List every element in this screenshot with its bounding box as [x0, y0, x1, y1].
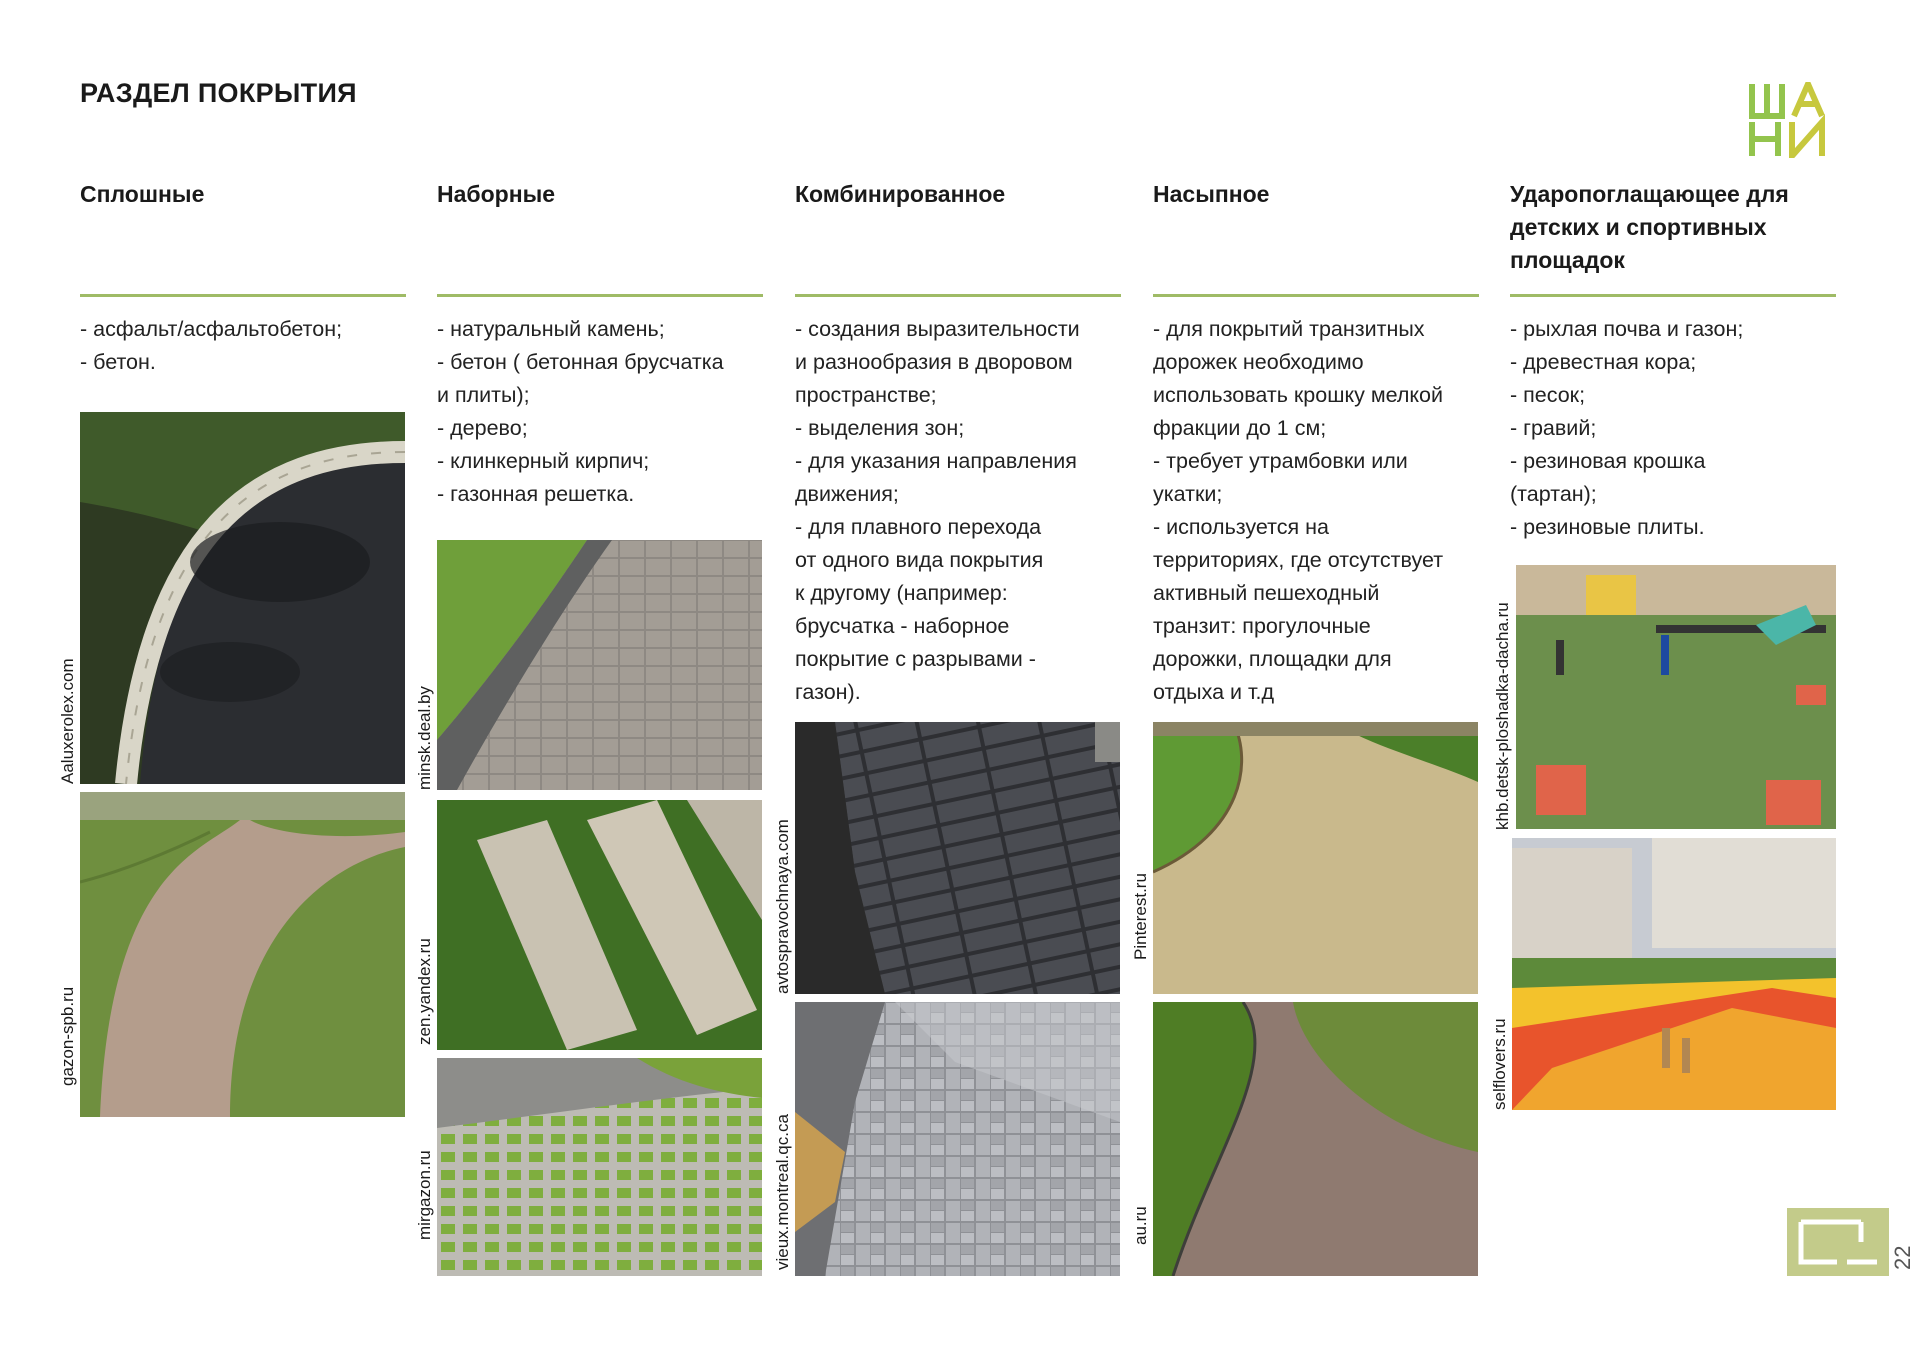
photo-credit: mirgazon.ru [415, 1150, 434, 1240]
photo-credit: selflovers.ru [1490, 1018, 1509, 1110]
photo-gravel-light [1153, 722, 1478, 994]
photo-credit: avtospravochnaya.com [773, 819, 792, 994]
column-divider [80, 294, 406, 297]
photo-credit: minsk.deal.by [415, 686, 434, 790]
photo-grey-paving [795, 1002, 1120, 1276]
photo-gravel-dark [1153, 1002, 1478, 1276]
photo-credit: Pinterest.ru [1131, 873, 1150, 960]
column-combined [795, 178, 1121, 704]
shani-logo [1748, 82, 1840, 158]
column-description: - рыхлая почва и газон; - древестная кора; - песок; - гравий; - резиновая крошка (тартан); - резиновые плиты. [1510, 317, 1744, 539]
column-description: - натуральный камень; - бетон ( бетонная брусчатка и плиты); - дерево; - клинкерный кирпич; - газонная решетка. [437, 317, 724, 506]
column-title: Комбинированное [795, 181, 1006, 207]
column-title: Наборные [437, 181, 556, 207]
photo-slabs-in-grass [437, 800, 762, 1050]
column-description: - создания выразительности и разнообразия в дворовом пространстве; - выделения зон; - для указания направления движения; - для плавного перехода от одного вида покрытия к другому (например: брусчатка - наборное покрытие с разрывами - газон). [795, 317, 1080, 704]
photo-credit: gazon-spb.ru [58, 986, 77, 1086]
page-title: РАЗДЕЛ ПОКРЫТИЯ [80, 78, 357, 108]
photo-credit: au.ru [1131, 1206, 1150, 1245]
column-shock-absorbing [1510, 178, 1836, 539]
column-title: Ударопоглащающее для детских и спортивных площадок [1510, 181, 1789, 273]
photo-credit: vieux.montreal.qc.ca [773, 1114, 792, 1270]
photo-credit: Aaluxerolex.com [58, 658, 77, 784]
photo-dark-brick [795, 722, 1120, 994]
photo-asphalt-road [80, 412, 405, 784]
column-divider [1153, 294, 1479, 297]
page-badge [1787, 1208, 1889, 1276]
column-bulk [1153, 178, 1479, 704]
photo-paving-stones [437, 540, 762, 790]
photo-credit: zen.yandex.ru [415, 938, 434, 1045]
photo-concrete-path [80, 792, 405, 1117]
page-number: 22 [1890, 1245, 1915, 1270]
column-divider [1510, 294, 1836, 297]
photo-rubber-playground [1516, 565, 1836, 829]
column-modular [437, 178, 763, 506]
photo-lawn-grid [437, 1058, 762, 1276]
column-title: Сплошные [80, 181, 205, 207]
column-solid [80, 178, 406, 374]
column-description: - асфальт/асфальтобетон; - бетон. [80, 317, 343, 374]
column-divider [437, 294, 763, 297]
column-description: - для покрытий транзитных дорожек необходимо использовать крошку мелкой фракции до 1 см; - требует утрамбовки или укатки; - используется на территориях, где отсутствует активный пешеходный транзит: прогулочные дорожки, площадки для отдыха и т.д [1153, 317, 1444, 704]
photo-colored-playground [1512, 838, 1836, 1110]
column-title: Насыпное [1153, 181, 1270, 207]
photo-credit: khb.detsk-ploshadka-dacha.ru [1493, 602, 1512, 830]
column-divider [795, 294, 1121, 297]
